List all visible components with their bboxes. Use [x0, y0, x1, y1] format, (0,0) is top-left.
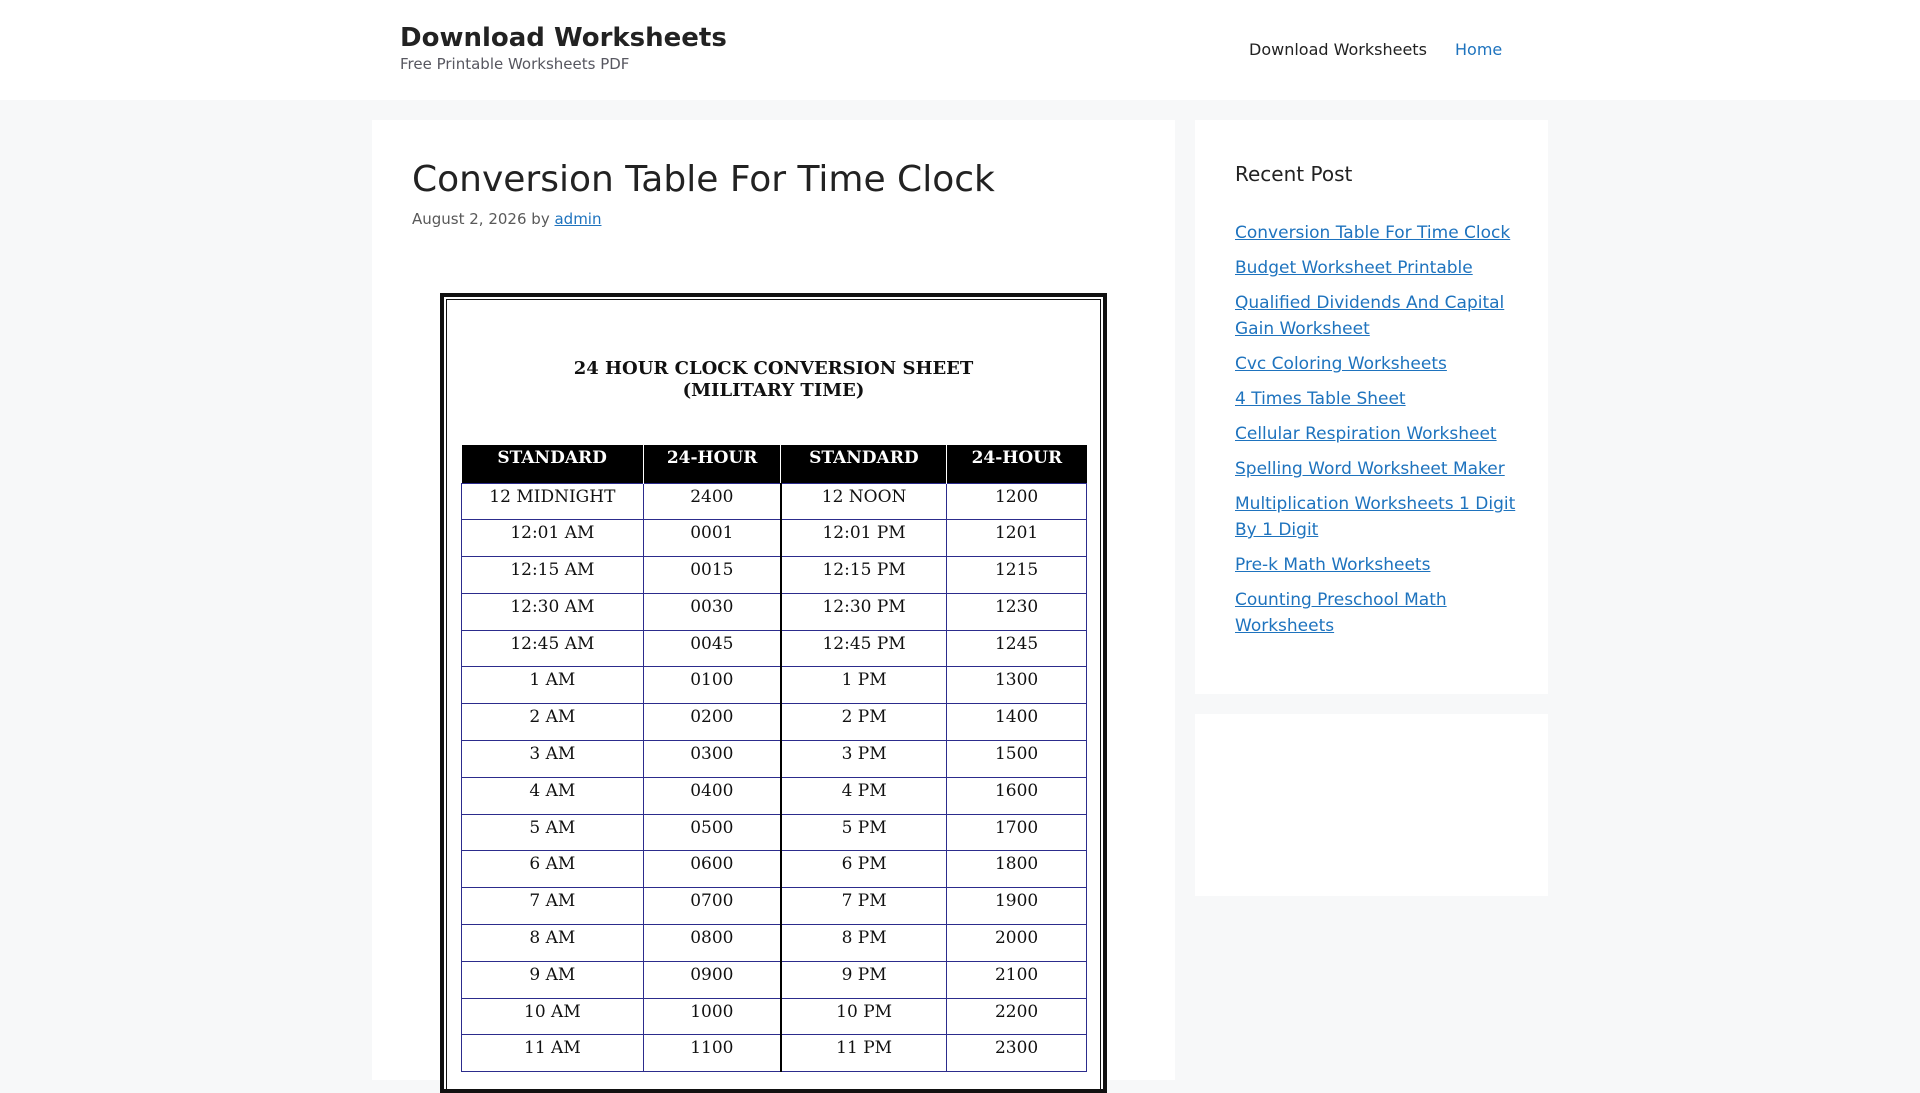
table-row	[462, 925, 1087, 962]
table-cell: 0700	[643, 888, 781, 925]
recent-post-link[interactable]: Multiplication Worksheets 1 Digit By 1 Digit	[1235, 494, 1516, 540]
conversion-table	[461, 445, 1087, 1072]
table-cell: 10 PM	[781, 998, 947, 1035]
table-row	[462, 1035, 1087, 1072]
table-cell: 12:45 PM	[781, 630, 947, 667]
table-cell: 1 AM	[462, 667, 644, 704]
recent-post-link[interactable]: Qualified Dividends And Capital Gain Worksheet	[1235, 293, 1505, 339]
sidebar-empty-widget	[1195, 714, 1548, 896]
table-cell: 2 AM	[462, 704, 644, 741]
table-cell: 1200	[947, 483, 1087, 520]
table-row	[462, 851, 1087, 888]
table-cell: 1300	[947, 667, 1087, 704]
table-cell: 0800	[643, 925, 781, 962]
list-item	[1235, 290, 1525, 342]
table-row	[462, 814, 1087, 851]
list-item	[1235, 491, 1525, 543]
recent-post-link[interactable]: Cvc Coloring Worksheets	[1235, 354, 1447, 374]
list-item	[1235, 456, 1525, 482]
table-cell: 1201	[947, 520, 1087, 557]
recent-post-link[interactable]: Counting Preschool Math Worksheets	[1235, 590, 1447, 636]
main-content	[372, 120, 1175, 1080]
table-cell: 0015	[643, 557, 781, 594]
table-cell: 12:45 AM	[462, 630, 644, 667]
table-cell: 12:30 AM	[462, 593, 644, 630]
main-navigation	[0, 0, 1920, 100]
table-cell: 4 PM	[781, 777, 947, 814]
table-row	[462, 961, 1087, 998]
recent-post-link[interactable]: Spelling Word Worksheet Maker	[1235, 459, 1505, 479]
table-cell: 11 PM	[781, 1035, 947, 1072]
list-item	[1235, 421, 1525, 447]
table-cell: 5 AM	[462, 814, 644, 851]
table-cell: 8 AM	[462, 925, 644, 962]
table-cell: 12:01 AM	[462, 520, 644, 557]
recent-post-list	[1235, 220, 1525, 648]
table-cell: 0400	[643, 777, 781, 814]
list-item	[1235, 587, 1525, 639]
table-row	[462, 704, 1087, 741]
table-cell: 1000	[643, 998, 781, 1035]
worksheet-title: 24 HOUR CLOCK CONVERSION SHEET	[573, 358, 974, 379]
table-cell: 1230	[947, 593, 1087, 630]
table-cell: 2200	[947, 998, 1087, 1035]
page-title: Conversion Table For Time Clock	[412, 159, 995, 200]
table-cell: 0600	[643, 851, 781, 888]
table-cell: 0500	[643, 814, 781, 851]
list-item	[1235, 386, 1525, 412]
table-row	[462, 998, 1087, 1035]
table-cell: 2000	[947, 925, 1087, 962]
site-title[interactable]: Download Worksheets	[400, 23, 727, 53]
column-header: 24-HOUR	[643, 445, 781, 483]
table-cell: 5 PM	[781, 814, 947, 851]
table-cell: 1100	[643, 1035, 781, 1072]
list-item	[1235, 552, 1525, 578]
table-row	[462, 888, 1087, 925]
table-cell: 0300	[643, 741, 781, 778]
table-cell: 7 AM	[462, 888, 644, 925]
table-cell: 8 PM	[781, 925, 947, 962]
table-cell: 0030	[643, 593, 781, 630]
column-header: STANDARD	[781, 445, 947, 483]
table-cell: 1245	[947, 630, 1087, 667]
table-row	[462, 667, 1087, 704]
table-cell: 1800	[947, 851, 1087, 888]
sidebar-recent-posts	[1195, 120, 1548, 694]
list-item	[1235, 255, 1525, 281]
table-cell: 9 AM	[462, 961, 644, 998]
worksheet-inner-border	[446, 299, 1101, 1089]
table-row	[462, 777, 1087, 814]
table-cell: 2 PM	[781, 704, 947, 741]
table-cell: 12:15 AM	[462, 557, 644, 594]
table-cell: 3 AM	[462, 741, 644, 778]
table-cell: 0100	[643, 667, 781, 704]
table-cell: 11 AM	[462, 1035, 644, 1072]
table-cell: 2100	[947, 961, 1087, 998]
table-cell: 1900	[947, 888, 1087, 925]
recent-post-link[interactable]: Conversion Table For Time Clock	[1235, 223, 1511, 243]
table-cell: 12 NOON	[781, 483, 947, 520]
recent-post-link[interactable]: Budget Worksheet Printable	[1235, 258, 1473, 278]
table-cell: 12:01 PM	[781, 520, 947, 557]
author-link[interactable]: admin	[554, 210, 602, 228]
post-date: August 2, 2026	[412, 210, 527, 228]
recent-post-link[interactable]: 4 Times Table Sheet	[1235, 389, 1406, 409]
entry-meta	[412, 210, 601, 228]
table-cell: 0200	[643, 704, 781, 741]
table-cell: 9 PM	[781, 961, 947, 998]
table-cell: 0900	[643, 961, 781, 998]
byline-label: by	[531, 210, 550, 228]
table-cell: 6 AM	[462, 851, 644, 888]
table-row	[462, 557, 1087, 594]
table-header-row	[462, 445, 1087, 483]
table-cell: 2300	[947, 1035, 1087, 1072]
table-row	[462, 520, 1087, 557]
widget-title: Recent Post	[1235, 162, 1353, 186]
table-cell: 10 AM	[462, 998, 644, 1035]
worksheet-subtitle: (MILITARY TIME)	[682, 380, 865, 401]
recent-post-link[interactable]: Cellular Respiration Worksheet	[1235, 424, 1497, 444]
table-row	[462, 741, 1087, 778]
table-row	[462, 483, 1087, 520]
table-cell: 1700	[947, 814, 1087, 851]
nav-item-home[interactable]: Home	[1455, 40, 1503, 59]
table-row	[462, 593, 1087, 630]
table-cell: 3 PM	[781, 741, 947, 778]
table-cell: 0001	[643, 520, 781, 557]
site-header	[0, 0, 1920, 100]
table-cell: 12:30 PM	[781, 593, 947, 630]
column-header: 24-HOUR	[947, 445, 1087, 483]
table-cell: 6 PM	[781, 851, 947, 888]
site-description: Free Printable Worksheets PDF	[400, 55, 630, 73]
table-cell: 1215	[947, 557, 1087, 594]
table-cell: 1600	[947, 777, 1087, 814]
table-cell: 1400	[947, 704, 1087, 741]
table-cell: 4 AM	[462, 777, 644, 814]
table-body	[462, 483, 1087, 1072]
table-cell: 1 PM	[781, 667, 947, 704]
list-item	[1235, 351, 1525, 377]
table-cell: 2400	[643, 483, 781, 520]
table-row	[462, 630, 1087, 667]
table-cell: 0045	[643, 630, 781, 667]
table-cell: 1500	[947, 741, 1087, 778]
column-header: STANDARD	[462, 445, 644, 483]
recent-post-link[interactable]: Pre-k Math Worksheets	[1235, 555, 1431, 575]
table-cell: 12 MIDNIGHT	[462, 483, 644, 520]
table-cell: 12:15 PM	[781, 557, 947, 594]
worksheet-image[interactable]	[440, 293, 1107, 1093]
table-cell: 7 PM	[781, 888, 947, 925]
list-item	[1235, 220, 1525, 246]
nav-item-download-worksheets[interactable]: Download Worksheets	[1249, 40, 1427, 59]
